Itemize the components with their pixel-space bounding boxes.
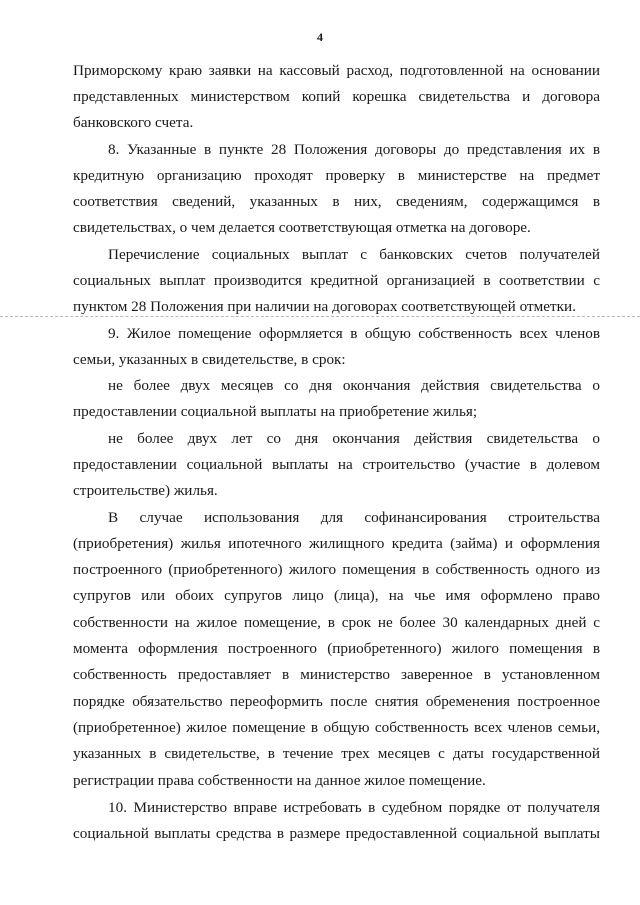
text-line: не более двух месяцев со дня окончания действия свидетельства о bbox=[108, 377, 600, 394]
text-line: В случае использования для софинансирования строительства bbox=[108, 509, 600, 526]
text-line: регистрации права собственности на данное жилое помещение. bbox=[73, 772, 486, 789]
text-line: 9. Жилое помещение оформляется в общую собственность всех членов bbox=[108, 325, 600, 342]
text-line: 10. Министерство вправе истребовать в судебном порядке от получателя bbox=[108, 799, 600, 816]
text-line: предоставлении социальной выплаты на приобретение жилья; bbox=[73, 403, 478, 420]
text-line: представленных министерством копий корешка свидетельства и договора bbox=[73, 88, 600, 105]
text-line: социальных выплат производится кредитной организацией в соответствии с bbox=[73, 272, 600, 289]
text-line: (приобретения) жилья ипотечного жилищного кредита (займа) и оформления bbox=[73, 535, 600, 552]
text-line: порядке обязательство переоформить после снятия обременения построенное bbox=[73, 693, 600, 710]
text-line: свидетельствах, о чем делается соответствующая отметка на договоре. bbox=[73, 219, 531, 236]
text-line: семьи, указанных в свидетельстве, в срок: bbox=[73, 351, 346, 368]
text-line: момента оформления построенного (приобретенного) жилого помещения в bbox=[73, 640, 600, 657]
text-line: не более двух лет со дня окончания действия свидетельства о bbox=[108, 430, 600, 447]
text-line: Перечисление социальных выплат с банковских счетов получателей bbox=[108, 246, 600, 263]
text-line: банковского счета. bbox=[73, 114, 194, 131]
text-line: кредитную организацию проходят проверку в министерстве на предмет bbox=[73, 167, 600, 184]
text-line: Приморскому краю заявки на кассовый расход, подготовленной на основании bbox=[73, 62, 600, 79]
text-line: пунктом 28 Положения при наличии на договорах соответствующей отметки. bbox=[73, 298, 576, 315]
text-line: собственности на жилое помещение, в срок не более 30 календарных дней с bbox=[73, 614, 600, 631]
text-line: строительстве) жилья. bbox=[73, 482, 218, 499]
scan-artifact-line bbox=[0, 316, 640, 317]
text-line: соответствия сведений, указанных в них, сведениям, содержащимся в bbox=[73, 193, 600, 210]
text-line: супругов или обоих супругов лицо (лица), на чье имя оформлено право bbox=[73, 587, 600, 604]
text-line: указанных в свидетельстве, в течение трех месяцев с даты государственной bbox=[73, 745, 600, 762]
text-line: построенного (приобретенного) жилого помещения в собственность одного из bbox=[73, 561, 600, 578]
text-line: (приобретенное) жилое помещение в общую собственность всех членов семьи, bbox=[73, 719, 600, 736]
text-line: социальной выплаты средства в размере предоставленной социальной выплаты bbox=[73, 825, 600, 842]
text-line: собственность предоставляет в министерство заверенное в установленном bbox=[73, 666, 600, 683]
page-number: 4 bbox=[317, 30, 323, 44]
text-line: 8. Указанные в пункте 28 Положения договоры до представления их в bbox=[108, 141, 600, 158]
text-line: предоставлении социальной выплаты на строительство (участие в долевом bbox=[73, 456, 600, 473]
